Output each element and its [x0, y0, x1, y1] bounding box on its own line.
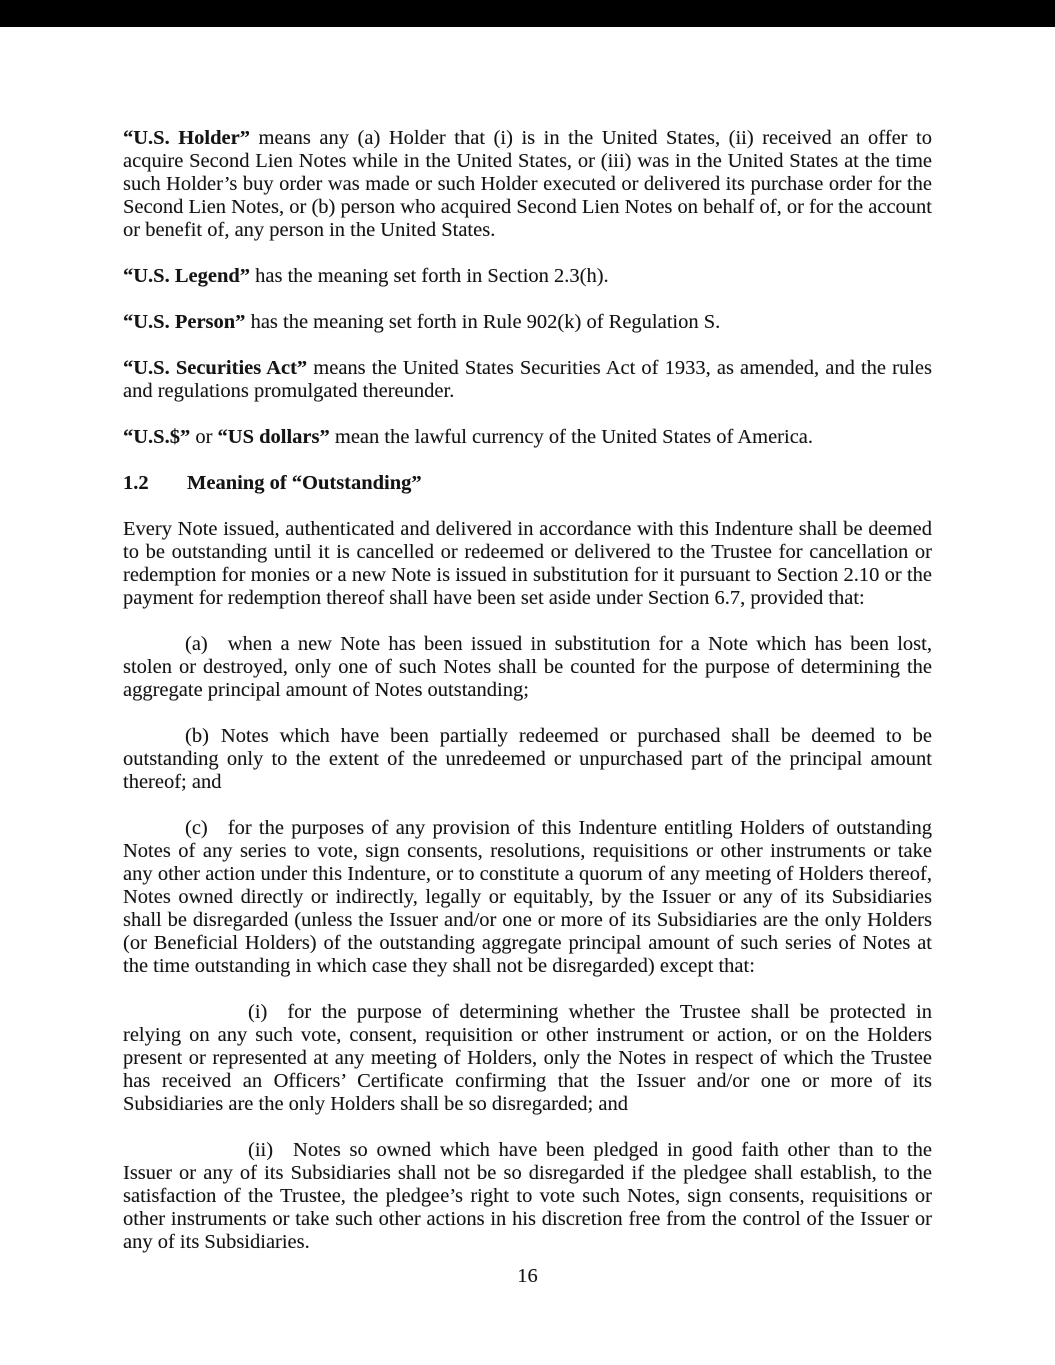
definition-us-securities-act — [123, 357, 932, 403]
page-number: 16 — [517, 1265, 538, 1287]
list-item-a — [123, 633, 932, 702]
intro-paragraph: Every Note issued, authenticated and delivered in accordance with this Indenture shall be deemed to be outstanding until it is cancelled or redeemed or delivered to the Trustee for cancellation or redemption for monies or a new Note is issued in substitution for it pursuant to Section 2.10 or the payment for redemption thereof shall have been set aside under Section 6.7, provided that: — [123, 518, 932, 609]
item-label: (c) — [185, 817, 208, 839]
section-title: Meaning of “Outstanding” — [187, 472, 422, 494]
subitem-label: (i) — [248, 1001, 268, 1023]
definition-text: mean the lawful currency of the United States of America. — [329, 426, 814, 448]
defined-term-us-securities-act: “U.S. Securities Act” — [123, 357, 308, 379]
list-subitem-ii — [123, 1139, 932, 1254]
item-label: (b) — [185, 725, 209, 747]
section-heading — [123, 472, 932, 495]
item-text: for the purposes of any provision of this Indenture entitling Holders of outstanding Notes of any series to vote, sign consents, resolutions, requisitions or other instruments or take any other action under this Indenture, or to constitute a quorum of any meeting of Holders thereof, Notes owned directly or indirectly, legally or equitably, by the Issuer or any of its Subsidiaries shall be disregarded (unless the Issuer and/or one or more of its Subsidiaries are the only Holders (or Beneficial Holders) of the outstanding aggregate principal amount of such series of Notes at the time outstanding in which case they shall not be disregarded) except that: — [123, 817, 932, 977]
item-text: when a new Note has been issued in substitution for a Note which has been lost, stolen or destroyed, only one of such Notes shall be counted for the purpose of determining the aggregate principal amount of Notes outstanding; — [123, 633, 932, 701]
definition-connector: or — [190, 426, 218, 448]
definition-us-holder — [123, 127, 932, 242]
subitem-text: Notes so owned which have been pledged in good faith other than to the Issuer or any of its Subsidiaries shall not be so disregarded if the pledgee shall establish, to the satisfaction of the Trustee, the pledgee’s right to vote such Notes, sign consents, requisitions or other instruments or take such other actions in his discretion free from the control of the Issuer or any of its Subsidiaries. — [123, 1139, 932, 1253]
list-item-c — [123, 817, 932, 978]
defined-term-us-person: “U.S. Person” — [123, 311, 246, 333]
item-text: Notes which have been partially redeemed or purchased shall be deemed to be outstanding only to the extent of the unredeemed or unpurchased part of the principal amount thereof; and — [123, 725, 932, 793]
definition-us-dollars — [123, 426, 932, 449]
definition-text: has the meaning set forth in Section 2.3(h). — [250, 265, 609, 287]
list-subitem-i — [123, 1001, 932, 1116]
section-number: 1.2 — [123, 472, 149, 494]
list-item-b — [123, 725, 932, 794]
defined-term-us-legend: “U.S. Legend” — [123, 265, 251, 287]
item-label: (a) — [185, 633, 208, 655]
document-body — [123, 127, 932, 1277]
subitem-label: (ii) — [248, 1139, 274, 1161]
definition-text: has the meaning set forth in Rule 902(k) of Regulation S. — [245, 311, 721, 333]
definition-text: means the United States Securities Act of 1933, as amended, and the rules and regulations promulgated thereunder. — [123, 357, 932, 402]
defined-term-us-dollar-sign: “U.S.$” — [123, 426, 191, 448]
definition-us-legend — [123, 265, 932, 288]
scan-artifact-bar — [0, 0, 1055, 27]
defined-term-us-holder: “U.S. Holder” — [123, 127, 250, 149]
definition-text: means any (a) Holder that (i) is in the United States, (ii) received an offer to acquire Second Lien Notes while in the United States, or (iii) was in the United States at the time such Holder’s buy order was made or such Holder executed or delivered its purchase order for the Second Lien Notes, or (b) person who acquired Second Lien Notes on behalf of, or for the account or benefit of, any person in the United States. — [123, 127, 932, 241]
defined-term-us-dollars: “US dollars” — [217, 426, 330, 448]
subitem-text: for the purpose of determining whether the Trustee shall be protected in relying on any such vote, consent, requisition or other instrument or action, or on the Holders present or represented at any meeting of Holders, only the Notes in respect of which the Trustee has received an Officers’ Certificate confirming that the Issuer and/or one or more of its Subsidiaries are the only Holders shall be so disregarded; and — [123, 1001, 932, 1115]
definition-us-person — [123, 311, 932, 334]
